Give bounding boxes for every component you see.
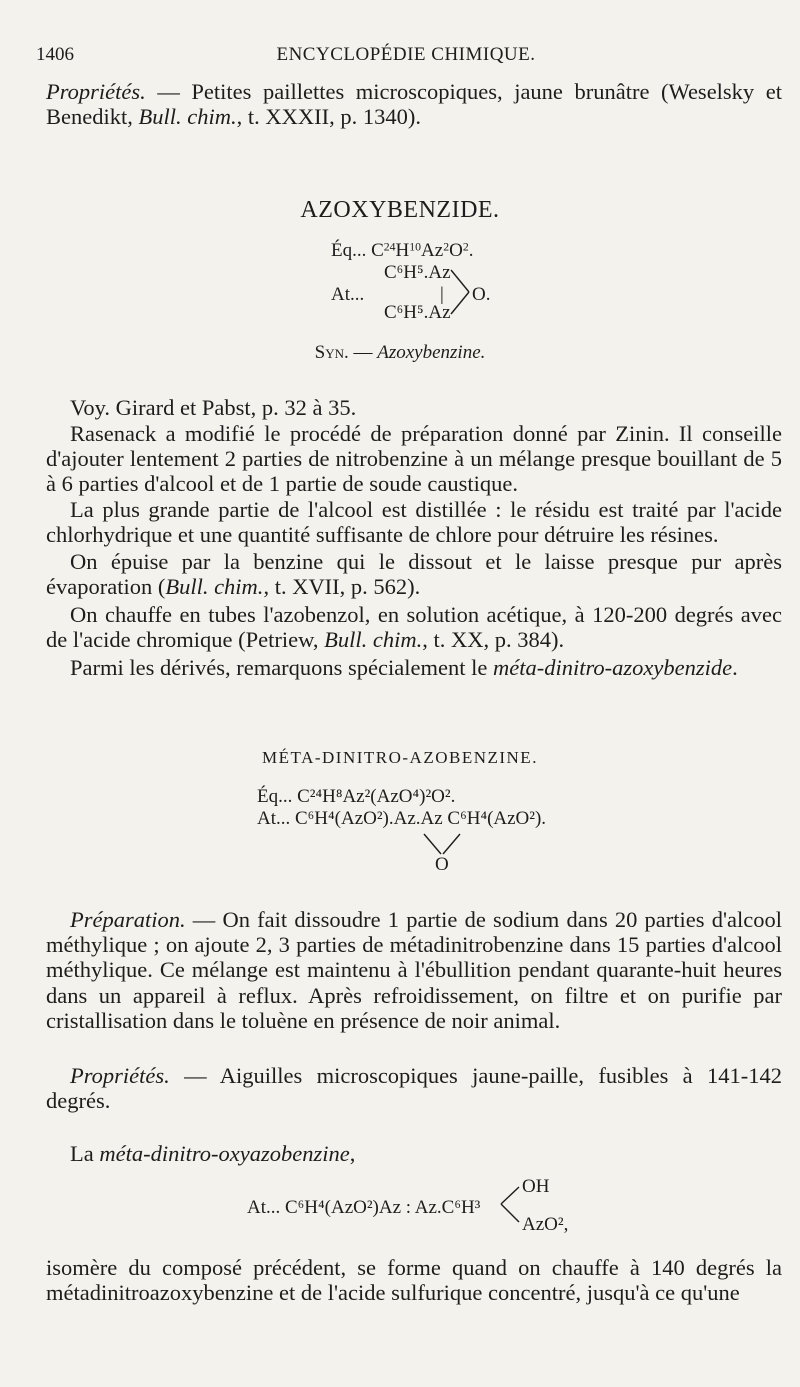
bond-lines [450, 268, 472, 318]
oxy-nitro: AzO², [522, 1214, 569, 1235]
journal-title: Bull. chim. [138, 104, 237, 130]
synonym-line: Syn. — Azoxybenzine. [314, 342, 486, 363]
azobenzol-paragraph: On chauffe en tubes l'azobenzol, en solution acétique, à 120-200 degrés avec de l'acide chromique (Petriew, Bull. chim., t. XX, p. 384). [46, 602, 782, 653]
properties-paragraph-1 [46, 79, 782, 129]
oxy-at-formula: At... C⁶H⁴(AzO²)Az : Az.C⁶H³ [247, 1197, 481, 1218]
formula-vertical-bond: | [440, 284, 444, 305]
journal-title: Bull. chim. [165, 574, 264, 600]
journal-title: Bull. chim. [324, 627, 423, 653]
section-label: Propriétés. [46, 79, 146, 104]
meta-oxygen: O [435, 854, 449, 875]
derivatives-paragraph: Parmi les dérivés, remarquons spécialement le méta-dinitro-azoxybenzide. [70, 655, 738, 680]
running-title: ENCYCLOPÉDIE CHIMIQUE. [276, 44, 536, 65]
oxyazobenzine-intro: La méta-dinitro-oxyazobenzine, [70, 1141, 356, 1166]
page-number: 1406 [36, 44, 74, 65]
meta-dinitro-title: MÉTA-DINITRO-AZOBENZINE. [262, 748, 538, 767]
oxy-bond-lines [499, 1184, 521, 1226]
formula-top-group: C⁶H⁵.Az [384, 262, 451, 283]
citation: , t. XXXII, p. 1340). [236, 104, 421, 130]
at-label: At... [331, 284, 365, 305]
compound-name: méta-dinitro-azoxybenzide [493, 655, 733, 680]
preparation-paragraph: Préparation. — On fait dissoudre 1 partie de sodium dans 20 parties d'alcool méthylique ; on ajoute 2, 3 parties de métadinitrobenzine dans 15 parties d'alcool méthylique. Ce mélange est maintenu à l'ébullition pendant quarante-huit heures dans un appareil à reflux. Après refroidissement, on filtre et on purifie par cristallisation dans le toluène en présence de noir animal. [46, 907, 782, 1033]
paragraph-text: — Petites paillettes microscopiques, jaune brunâtre (Weselsky et Benedikt, [46, 79, 782, 130]
distillation-paragraph: La plus grande partie de l'alcool est distillée : le résidu est traité par l'acide chlorhydrique et une quantité suffisante de chlore pour détruire les résines. [46, 497, 782, 548]
formula-oxygen: O. [472, 284, 491, 305]
azoxybenzide-title: AZOXYBENZIDE. [300, 197, 500, 223]
meta-at-formula: At... C⁶H⁴(AzO²).Az.Az C⁶H⁴(AzO²). [257, 808, 547, 829]
synonym-name: Azoxybenzine. [377, 342, 486, 363]
rasenack-paragraph: Rasenack a modifié le procédé de préparation donné par Zinin. Il conseille d'ajouter lentement 2 parties de nitrobenzine à un mélange presque bouillant de 5 à 6 parties d'alcool et de 1 partie de soude caustique. [46, 421, 782, 497]
formula-bottom-group: C⁶H⁵.Az [384, 302, 451, 323]
meta-eq-formula: Éq... C²⁴H⁸Az²(AzO⁴)²O². [257, 786, 456, 807]
properties-paragraph-2: Propriétés. — Aiguilles microscopiques jaune-paille, fusibles à 141-142 degrés. [46, 1063, 782, 1114]
section-label: Propriétés. [70, 1063, 170, 1088]
reference-paragraph: Voy. Girard et Pabst, p. 32 à 35. [70, 395, 357, 420]
oxy-hydroxyl: OH [522, 1176, 550, 1197]
compound-name: méta-dinitro-oxyazobenzine [99, 1141, 350, 1166]
section-label: Préparation. [70, 907, 186, 932]
benzine-paragraph: On épuise par la benzine qui le dissout et le laisse presque pur après évaporation (Bull. chim., t. XVII, p. 562). [46, 549, 782, 600]
azoxybenzide-eq-formula: Éq... $C^{24}H^{10}Az^2O^2$. [331, 240, 474, 261]
isomer-paragraph: isomère du composé précédent, se forme quand on chauffe à 140 degrés la métadinitroazoxybenzine et de l'acide sulfurique concentré, jusqu'à ce qu'une [46, 1255, 782, 1306]
page-header [36, 44, 776, 70]
